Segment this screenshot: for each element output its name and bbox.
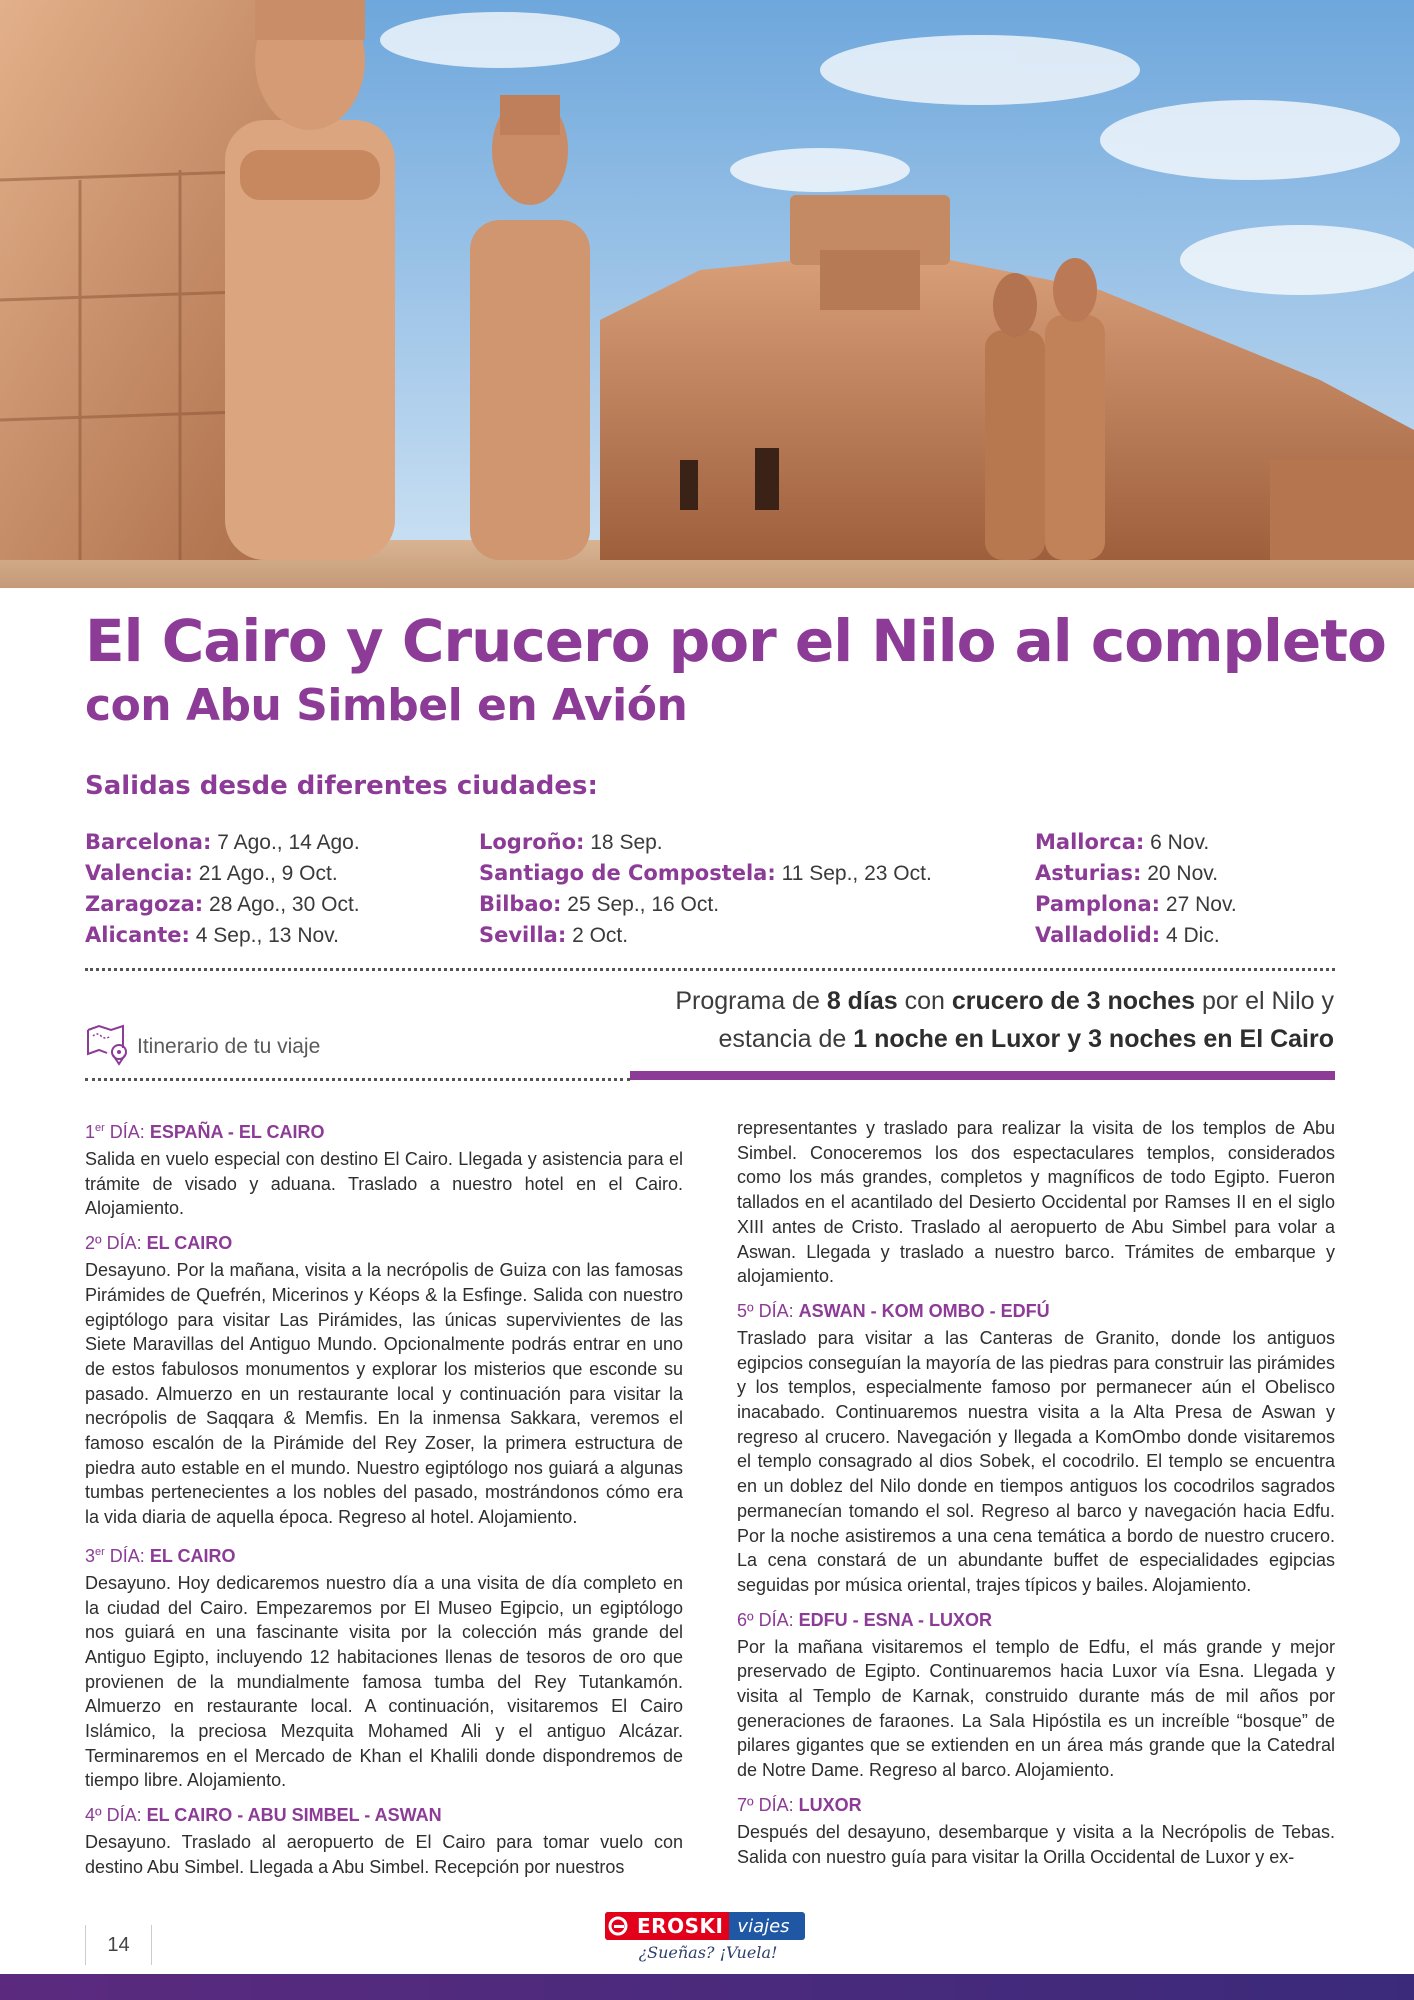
departures-column-1	[85, 827, 360, 951]
day-block	[85, 1231, 683, 1530]
departures-heading: Salidas desde diferentes ciudades:	[85, 771, 598, 801]
day-heading: 2º DÍA: EL CAIRO	[85, 1233, 233, 1254]
day-block-continued	[737, 1116, 1335, 1289]
day-block	[85, 1116, 683, 1221]
departure-dates: 6 Nov.	[1150, 831, 1210, 854]
itinerary-column-left	[85, 1116, 683, 1890]
program-text: con	[897, 987, 952, 1015]
day-block	[85, 1803, 683, 1879]
itinerary-label	[85, 1022, 320, 1072]
day-place: EDFU - ESNA - LUXOR	[798, 1609, 992, 1630]
departure-dates: 4 Sep., 13 Nov.	[195, 924, 339, 947]
program-cruise: crucero de 3 noches	[951, 987, 1196, 1015]
program-text: por el Nilo y	[1195, 987, 1334, 1015]
page-subtitle: con Abu Simbel en Avión	[85, 680, 688, 731]
departures-column-2	[479, 827, 932, 951]
departure-row	[479, 920, 932, 951]
day-block	[737, 1299, 1335, 1598]
departure-city: Valladolid:	[1035, 923, 1161, 947]
page-title: El Cairo y Crucero por el Nilo al completo	[85, 607, 1386, 675]
footer-bar	[0, 1974, 1414, 2000]
program-nights: 1 noche en Luxor y 3 noches en El Cairo	[853, 1025, 1334, 1053]
day-heading: 6º DÍA: EDFU - ESNA - LUXOR	[737, 1609, 992, 1630]
day-text: Desayuno. Traslado al aeropuerto de El Cairo para tomar vuelo con destino Abu Simbel. Llegada a Abu Simbel. Recepción por nuestros	[85, 1832, 683, 1877]
departure-dates: 27 Nov.	[1165, 893, 1237, 916]
program-text: estancia de	[718, 1025, 854, 1053]
page-number: 14	[85, 1925, 152, 1965]
departure-dates: 2 Oct.	[572, 924, 629, 947]
departure-city: Alicante:	[85, 923, 190, 947]
program-days: 8 días	[826, 987, 898, 1015]
departure-row	[85, 889, 360, 920]
day-text: Desayuno. Por la mañana, visita a la necrópolis de Guiza con las famosas Pirámides de Quefrén, Micerinos y Kéops & la Esfinge. Salida con nuestro egiptólogo para visitar Las Pirámides, las únicas supervivientes de las Siete Maravillas del Antiguo Mundo. Opcionalmente podrás entrar en uno de estos fabulosos monumentos y explorar los misterios que esconde su pasado. Almuerzo en un restaurante local y continuación para visitar la necrópolis de Saqqara & Memfis. En la inmensa Sakkara, veremos el famoso escalón de la Pirámide del Rey Zoser, la primera estructura de piedra auto estable en el mundo. Nuestro egiptólogo nos guiará a algunas tumbas pertenecientes a los nobles del pasado, mostrándonos cómo era la vida diaria de aquella época. Regreso al hotel. Alojamiento.	[85, 1260, 683, 1528]
day-place: LUXOR	[798, 1794, 862, 1815]
departure-city: Barcelona:	[85, 830, 212, 854]
hero-image	[0, 0, 1414, 588]
day-text: representantes y traslado para realizar la visita de los templos de Abu Simbel. Conoceremos los dos espectaculares templos, considerados como los más grandes, completos y magníficos de todo Egipto. Fueron tallados en el acantilado del Desierto Occidental por Ramses II en el siglo XIII antes de Cristo. Traslado al aeropuerto de Abu Simbel para volar a Aswan. Llegada y traslado a nuestro barco. Trámites de embarque y alojamiento.	[737, 1118, 1335, 1287]
itinerary-column-right	[737, 1116, 1335, 1879]
program-text: Programa de	[675, 987, 827, 1015]
departure-city: Logroño:	[479, 830, 585, 854]
divider-dotted	[85, 968, 1335, 971]
divider-dotted-short	[85, 1078, 630, 1081]
day-text: Salida en vuelo especial con destino El Cairo. Llegada y asistencia para el trámite de visado y aduana. Traslado a nuestro hotel en el Cairo. Alojamiento.	[85, 1149, 683, 1219]
departures-column-3	[1035, 827, 1237, 951]
itinerary-label-text: Itinerario de tu viaje	[137, 1035, 321, 1058]
day-text: Después del desayuno, desembarque y visita a la Necrópolis de Tebas. Salida con nuestro guía para visitar la Orilla Occidental de Luxor y ex-	[737, 1821, 1335, 1867]
day-text: Desayuno. Hoy dedicaremos nuestro día a una visita de día completo en la ciudad del Cairo. Empezaremos por El Museo Egipcio, un egiptólogo nos guiará en una fascinante visita por la colección más grande del Antiguo Egipto, incluyendo 12 habitaciones llenas de tesoros de oro que provienen de la mundialmente famosa tumba del Rey Tutankamón. Almuerzo en restaurante local. A continuación, visitaremos El Cairo Islámico, la preciosa Mezquita Mohamed Ali y el antiguo Alcázar. Terminaremos en el Mercado de Khan el Khalili donde dispondremos de tiempo libre. Alojamiento.	[85, 1572, 683, 1791]
departure-city: Santiago de Compostela:	[479, 861, 776, 885]
day-heading: 5º DÍA: ASWAN - KOM OMBO - EDFÚ	[737, 1300, 1050, 1321]
departure-city: Sevilla:	[479, 923, 567, 947]
departure-city: Mallorca:	[1035, 830, 1145, 854]
departure-row	[479, 827, 932, 858]
departure-row	[1035, 889, 1237, 920]
eroski-e-icon	[605, 1912, 631, 1940]
day-block	[737, 1793, 1335, 1869]
departure-city: Pamplona:	[1035, 892, 1161, 916]
logo-brand: EROSKI	[631, 1912, 729, 1940]
departure-dates: 25 Sep., 16 Oct.	[567, 893, 720, 916]
departure-dates: 18 Sep.	[590, 831, 663, 854]
departure-city: Bilbao:	[479, 892, 562, 916]
map-pin-icon	[85, 1022, 131, 1072]
departure-city: Valencia:	[85, 861, 193, 885]
departure-row	[1035, 827, 1237, 858]
departure-row	[85, 858, 360, 889]
day-heading: 3er DÍA: EL CAIRO	[85, 1545, 236, 1566]
departure-dates: 11 Sep., 23 Oct.	[781, 862, 932, 885]
eroski-logo	[605, 1912, 805, 1940]
departure-dates: 7 Ago., 14 Ago.	[217, 831, 360, 854]
day-text: Por la mañana visitaremos el templo de Edfu, el más grande y mejor preservado de Egipto. Continuaremos hacia Luxor vía Esna. Llegada y visita al Templo de Karnak, construido durante más de mil años por generaciones de faraones. La Sala Hipóstila es un increíble “bosque” de pilares gigantes que se extienden en un área más grande que la Catedral de Notre Dame. Regreso al barco. Alojamiento.	[737, 1636, 1335, 1781]
program-summary	[675, 982, 1334, 1058]
departure-city: Asturias:	[1035, 861, 1142, 885]
departure-dates: 4 Dic.	[1165, 924, 1220, 947]
departure-dates: 21 Ago., 9 Oct.	[198, 862, 338, 885]
day-place: ASWAN - KOM OMBO - EDFÚ	[798, 1300, 1050, 1321]
departure-dates: 20 Nov.	[1147, 862, 1219, 885]
departure-row	[1035, 858, 1237, 889]
day-heading: 7º DÍA: LUXOR	[737, 1794, 862, 1815]
brand-logo	[605, 1912, 811, 1962]
day-heading: 1er DÍA: ESPAÑA - EL CAIRO	[85, 1122, 325, 1142]
tagline: ¿Sueñas? ¡Vuela!	[638, 1943, 778, 1962]
departure-row	[479, 889, 932, 920]
day-block	[737, 1608, 1335, 1783]
departure-row	[85, 827, 360, 858]
program-line-1	[675, 982, 1334, 1020]
program-line-2	[675, 1020, 1334, 1058]
day-place: EL CAIRO	[149, 1545, 236, 1566]
departure-row	[85, 920, 360, 951]
departure-row	[1035, 920, 1237, 951]
departure-row	[479, 858, 932, 889]
day-text: Traslado para visitar a las Canteras de Granito, donde los antiguos egipcios conseguían la mayoría de las piedras para construir las pirámides y los templos, especialmente famoso por permanecer aún el Obelisco inacabado. Continuaremos nuestra visita a la Alta Presa de Aswan y regreso al crucero. Navegación y llegada a KomOmbo donde visitaremos el templo consagrado al dios Sobek, el cocodrilo. El templo se encuentra en un doblez del Nilo donde en tiempos antiguos los cocodrilos sagrados permanecían tomando el sol. Regreso al barco y navegación hacia Edfu. Por la noche asistiremos a una cena temática a bordo de nuestro crucero. La cena constará de un abundante buffet de especialidades egipcias seguidas por música oriental, trajes típicos y bailes. Alojamiento.	[737, 1327, 1335, 1595]
day-place: EL CAIRO - ABU SIMBEL - ASWAN	[146, 1805, 442, 1826]
accent-bar	[630, 1071, 1335, 1080]
day-block	[85, 1540, 683, 1793]
logo-suffix: viajes	[737, 1915, 790, 1937]
day-place: ESPAÑA - EL CAIRO	[149, 1122, 325, 1142]
day-place: EL CAIRO	[146, 1233, 233, 1254]
day-heading: 4º DÍA: EL CAIRO - ABU SIMBEL - ASWAN	[85, 1805, 442, 1826]
departure-city: Zaragoza:	[85, 892, 204, 916]
departure-dates: 28 Ago., 30 Oct.	[209, 893, 360, 916]
